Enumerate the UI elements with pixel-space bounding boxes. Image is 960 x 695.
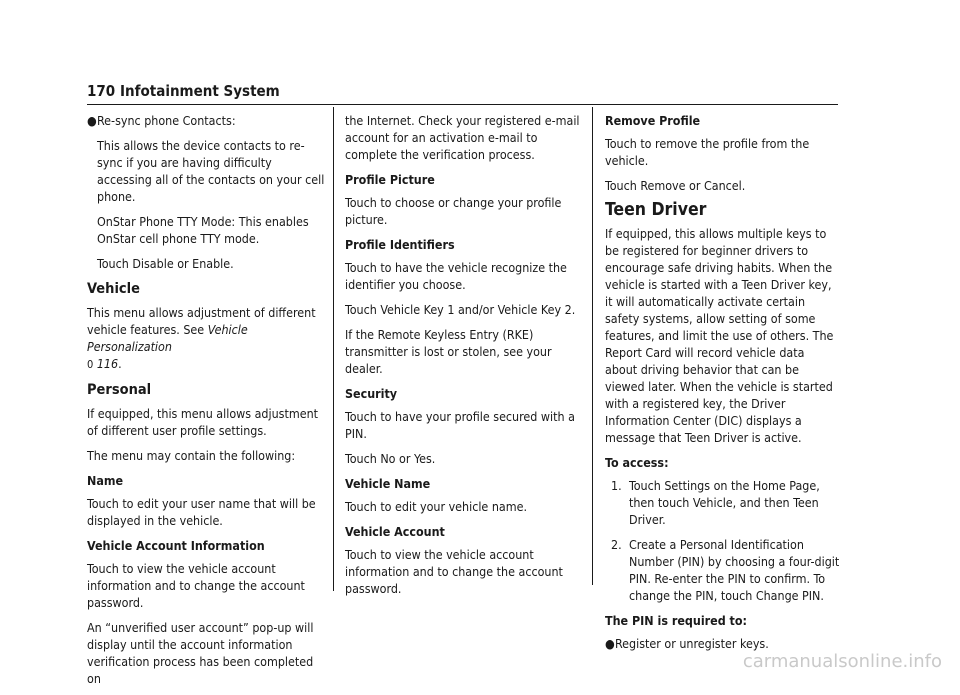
security-description: Touch to have your profile secured with a PIN.: [345, 409, 575, 441]
vehicle-name-description: Touch to edit your vehicle name.: [345, 499, 527, 514]
page-header: [87, 82, 838, 105]
page-number: 170: [87, 82, 116, 100]
rke-description: If the Remote Keyless Entry (RKE) transmitter is lost or stolen, see your dealer.: [345, 327, 552, 376]
bullet-icon: ●: [605, 636, 615, 651]
vehicle-account-description: Touch to view the vehicle account information and to change the account password.: [345, 547, 563, 596]
name-label: Name: [87, 473, 124, 488]
list-item: 2. Create a Personal Identification Number (PIN) by choosing a four-digit PIN. Re-enter the PIN to confirm. To change the PIN, touch Change PIN.: [611, 537, 840, 603]
continued-text: the Internet. Check your registered e-mail account for an activation e-mail to complete the verification process.: [345, 113, 580, 162]
column-3: [605, 112, 840, 660]
vehicle-account-info-description: Touch to view the vehicle account information and to change the account password.: [87, 561, 305, 610]
unverified-description: An “unverified user account” pop-up will display until the account information verification process has been completed on: [87, 620, 314, 686]
security-label: Security: [345, 386, 398, 401]
personal-heading: Personal: [87, 382, 152, 398]
pin-required-label: The PIN is required to:: [605, 613, 748, 628]
remove-profile-description: Touch to remove the profile from the vehicle.: [605, 136, 810, 168]
vehicle-personalization-link[interactable]: Vehicle Personalization: [87, 322, 248, 354]
tty-action: Touch Disable or Enable.: [97, 256, 234, 271]
to-access-label: To access:: [605, 455, 669, 470]
watermark: carmanualsonline.info: [742, 651, 942, 672]
menu-contains: The menu may contain the following:: [87, 448, 296, 463]
profile-identifiers-label: Profile Identifiers: [345, 237, 455, 252]
teen-driver-heading: Teen Driver: [605, 200, 707, 220]
resync-description: This allows the device contacts to re-sync if you are having difficulty accessing all of the contacts on your cell phone.: [97, 138, 325, 204]
vehicle-heading: Vehicle: [87, 281, 140, 297]
tty-description: OnStar Phone TTY Mode: This enables OnStar cell phone TTY mode.: [97, 214, 309, 246]
name-description: Touch to edit your user name that will be displayed in the vehicle.: [87, 496, 316, 528]
page-reference[interactable]: 116: [96, 356, 119, 371]
teen-driver-description: If equipped, this allows multiple keys to be registered for beginner drivers to encourage safe driving habits. When the vehicle is started with a Teen Driver key, it will automatically activate certain safety systems, allow setting of some features, and limit the use of others. The Report Card will record vehicle data about driving behavior that can be viewed later. When the vehicle is started with a registered key, the Driver Information Center (DIC) displays a message that Teen Driver is active.: [605, 226, 834, 445]
column-divider-1: [333, 107, 334, 591]
remove-action: Touch Remove or Cancel.: [605, 178, 746, 193]
column-1: [87, 112, 327, 695]
profile-identifiers-description: Touch to have the vehicle recognize the identifier you choose.: [345, 260, 567, 292]
list-item: ● Re-sync phone Contacts:: [87, 113, 236, 128]
vehicle-key-action: Touch Vehicle Key 1 and/or Vehicle Key 2.: [345, 302, 576, 317]
vehicle-name-label: Vehicle Name: [345, 476, 431, 491]
remove-profile-label: Remove Profile: [605, 113, 701, 128]
column-divider-2: [592, 107, 593, 585]
personal-description: If equipped, this menu allows adjustment of different user profile settings.: [87, 406, 319, 438]
bullet-icon: ●: [87, 113, 97, 128]
profile-picture-description: Touch to choose or change your profile picture.: [345, 195, 562, 227]
vehicle-account-info-label: Vehicle Account Information: [87, 538, 265, 553]
list-item: 1. Touch Settings on the Home Page, then touch Vehicle, and then Teen Driver.: [611, 478, 820, 527]
page-ref-icon: 0: [87, 358, 94, 371]
vehicle-description: This menu allows adjustment of different vehicle features. See Vehicle Personalization 0 116.: [87, 305, 316, 371]
profile-picture-label: Profile Picture: [345, 172, 435, 187]
vehicle-account-label: Vehicle Account: [345, 524, 445, 539]
list-item: ● Register or unregister keys.: [605, 636, 769, 651]
section-title: Infotainment System: [120, 82, 280, 100]
security-action: Touch No or Yes.: [345, 451, 436, 466]
column-2: [345, 112, 585, 605]
